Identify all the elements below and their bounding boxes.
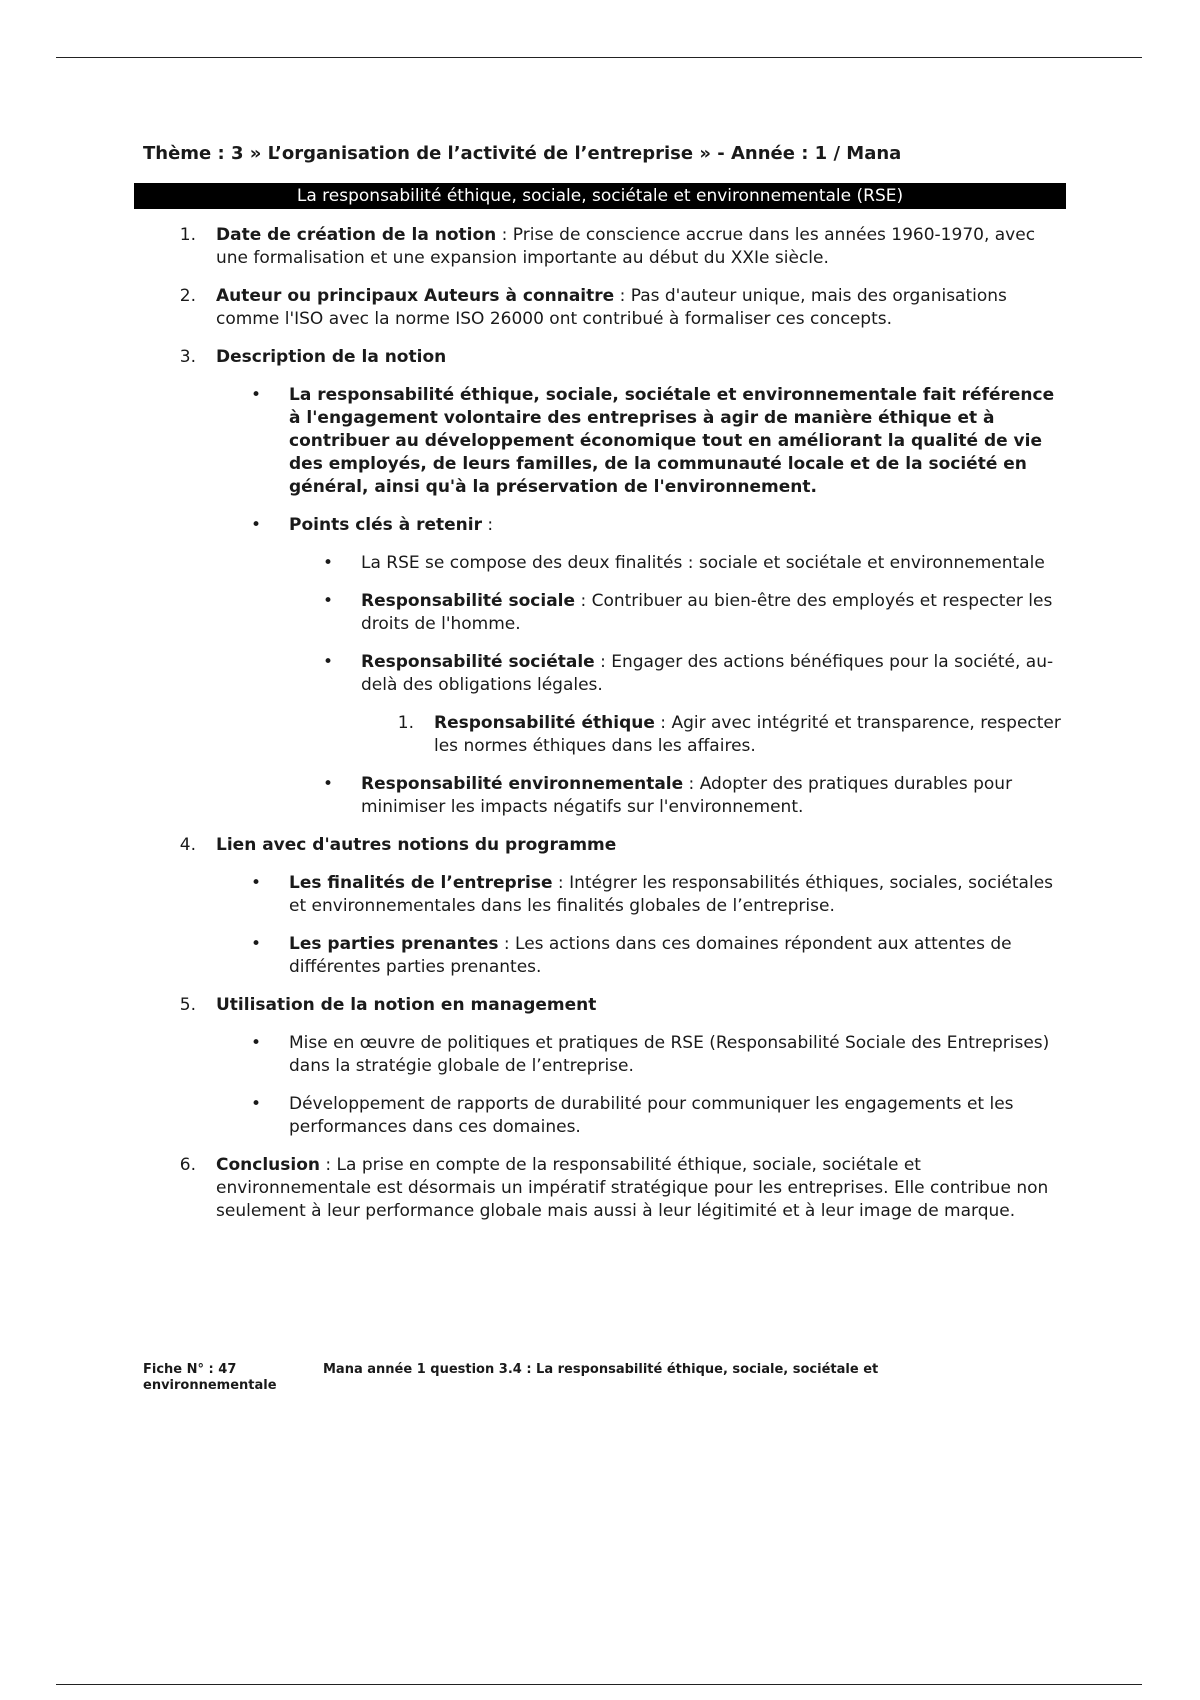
key-point-text: : Engager des actions bénéfiques pour la société, au-delà des obligations légales. bbox=[361, 652, 1054, 695]
section-number: 5. bbox=[179, 995, 196, 1015]
bullet-icon: • bbox=[323, 591, 334, 611]
link-title: Les parties prenantes bbox=[289, 934, 499, 954]
bullet-icon: • bbox=[251, 934, 262, 954]
bullet-icon: • bbox=[251, 1094, 262, 1114]
section-title: Conclusion bbox=[216, 1155, 320, 1175]
key-point-text: : Contribuer au bien-être des employés et respecter les droits de l'homme. bbox=[361, 591, 1053, 634]
section-number: 3. bbox=[179, 347, 196, 367]
key-point-2 bbox=[0, 590, 1061, 636]
key-point-title: Responsabilité éthique bbox=[434, 713, 655, 733]
link-title: Les finalités de l’entreprise bbox=[289, 873, 553, 893]
section-number: 2. bbox=[179, 286, 196, 306]
bullet-icon: • bbox=[251, 873, 262, 893]
management-item-2 bbox=[0, 1093, 1059, 1139]
key-points-title: Points clés à retenir bbox=[289, 515, 482, 535]
section-title: Auteur ou principaux Auteurs à connaitre bbox=[216, 286, 615, 306]
section-3 bbox=[0, 346, 1054, 369]
section-title: Utilisation de la notion en management bbox=[216, 995, 597, 1015]
bullet-icon: • bbox=[323, 652, 334, 672]
bullet-icon: • bbox=[323, 774, 334, 794]
key-point-title: Responsabilité sociétale bbox=[361, 652, 595, 672]
link-text: : Les actions dans ces domaines répondent aux attentes de différentes parties prenantes. bbox=[289, 934, 1012, 977]
fiche-number: Fiche N° : 47 bbox=[143, 1362, 237, 1377]
key-point-4 bbox=[0, 712, 1064, 758]
section-title: Lien avec d'autres notions du programme bbox=[216, 835, 617, 855]
section-1 bbox=[0, 224, 1054, 270]
section-number: 6. bbox=[179, 1155, 196, 1175]
section-4 bbox=[0, 834, 1054, 857]
section-text: : Prise de conscience accrue dans les années 1960-1970, avec une formalisation et une expansion importante au début du XXIe siècle. bbox=[216, 225, 1036, 268]
key-point-text: La RSE se compose des deux finalités : sociale et sociétale et environnementale bbox=[361, 553, 1045, 573]
definition-item bbox=[0, 384, 1059, 499]
key-point-text: : Adopter des pratiques durables pour minimiser les impacts négatifs sur l'environnement. bbox=[361, 774, 1013, 817]
section-number: 4. bbox=[179, 835, 196, 855]
key-point-title: Responsabilité environnementale bbox=[361, 774, 684, 794]
bottom-rule bbox=[56, 1684, 1142, 1685]
section-text: : La prise en compte de la responsabilité éthique, sociale, sociétale et environnementale est désormais un impératif stratégique pour les entreprises. Elle contribue non seulement à leur performance globale mais aussi à leur légitimité et à leur image de marque. bbox=[216, 1155, 1049, 1221]
bullet-icon: • bbox=[251, 515, 262, 535]
bullet-icon: • bbox=[251, 1033, 262, 1053]
theme-line: Thème : 3 » L’organisation de l’activité de l’entreprise » - Année : 1 / Mana bbox=[143, 143, 902, 164]
footer-question: Mana année 1 question 3.4 : La responsabilité éthique, sociale, sociétale et bbox=[323, 1362, 879, 1377]
sub-number: 1. bbox=[397, 713, 414, 733]
section-5 bbox=[0, 994, 1054, 1017]
section-6 bbox=[0, 1154, 1054, 1223]
banner-title: La responsabilité éthique, sociale, sociétale et environnementale (RSE) bbox=[134, 183, 1066, 209]
key-point-title: Responsabilité sociale bbox=[361, 591, 576, 611]
management-text: Développement de rapports de durabilité pour communiquer les engagements et les performances dans ces domaines. bbox=[289, 1094, 1014, 1137]
section-number: 1. bbox=[179, 225, 196, 245]
key-points-item bbox=[0, 514, 1059, 537]
link-item-2 bbox=[0, 933, 1059, 979]
top-rule bbox=[56, 57, 1142, 58]
key-point-5 bbox=[0, 773, 1061, 819]
section-text: : Pas d'auteur unique, mais des organisations comme l'ISO avec la norme ISO 26000 ont contribué à formaliser ces concepts. bbox=[216, 286, 1007, 329]
key-point-3 bbox=[0, 651, 1061, 697]
link-item-1 bbox=[0, 872, 1059, 918]
definition-text: La responsabilité éthique, sociale, sociétale et environnementale fait référence à l'engagement volontaire des entreprises à agir de manière éthique et à contribuer au développement économique tout en améliorant la qualité de vie des employés, de leurs familles, de la communauté locale et de la société en général, ainsi qu'à la préservation de l'environnement. bbox=[289, 385, 1055, 497]
link-text: : Intégrer les responsabilités éthiques, sociales, sociétales et environnementales dans les finalités globales de l’entreprise. bbox=[289, 873, 1054, 916]
management-text: Mise en œuvre de politiques et pratiques de RSE (Responsabilité Sociale des Entreprises) dans la stratégie globale de l’entreprise. bbox=[289, 1033, 1050, 1076]
section-title: Description de la notion bbox=[216, 347, 447, 367]
footer-continuation: environnementale bbox=[143, 1378, 277, 1393]
document-body bbox=[0, 224, 1200, 1223]
section-title: Date de création de la notion bbox=[216, 225, 497, 245]
key-point-text: : Agir avec intégrité et transparence, respecter les normes éthiques dans les affaires. bbox=[434, 713, 1061, 756]
key-points-suffix: : bbox=[481, 515, 494, 535]
management-item-1 bbox=[0, 1032, 1059, 1078]
bullet-icon: • bbox=[251, 385, 262, 405]
section-2 bbox=[0, 285, 1054, 331]
bullet-icon: • bbox=[323, 553, 334, 573]
key-point-1 bbox=[0, 552, 1061, 575]
